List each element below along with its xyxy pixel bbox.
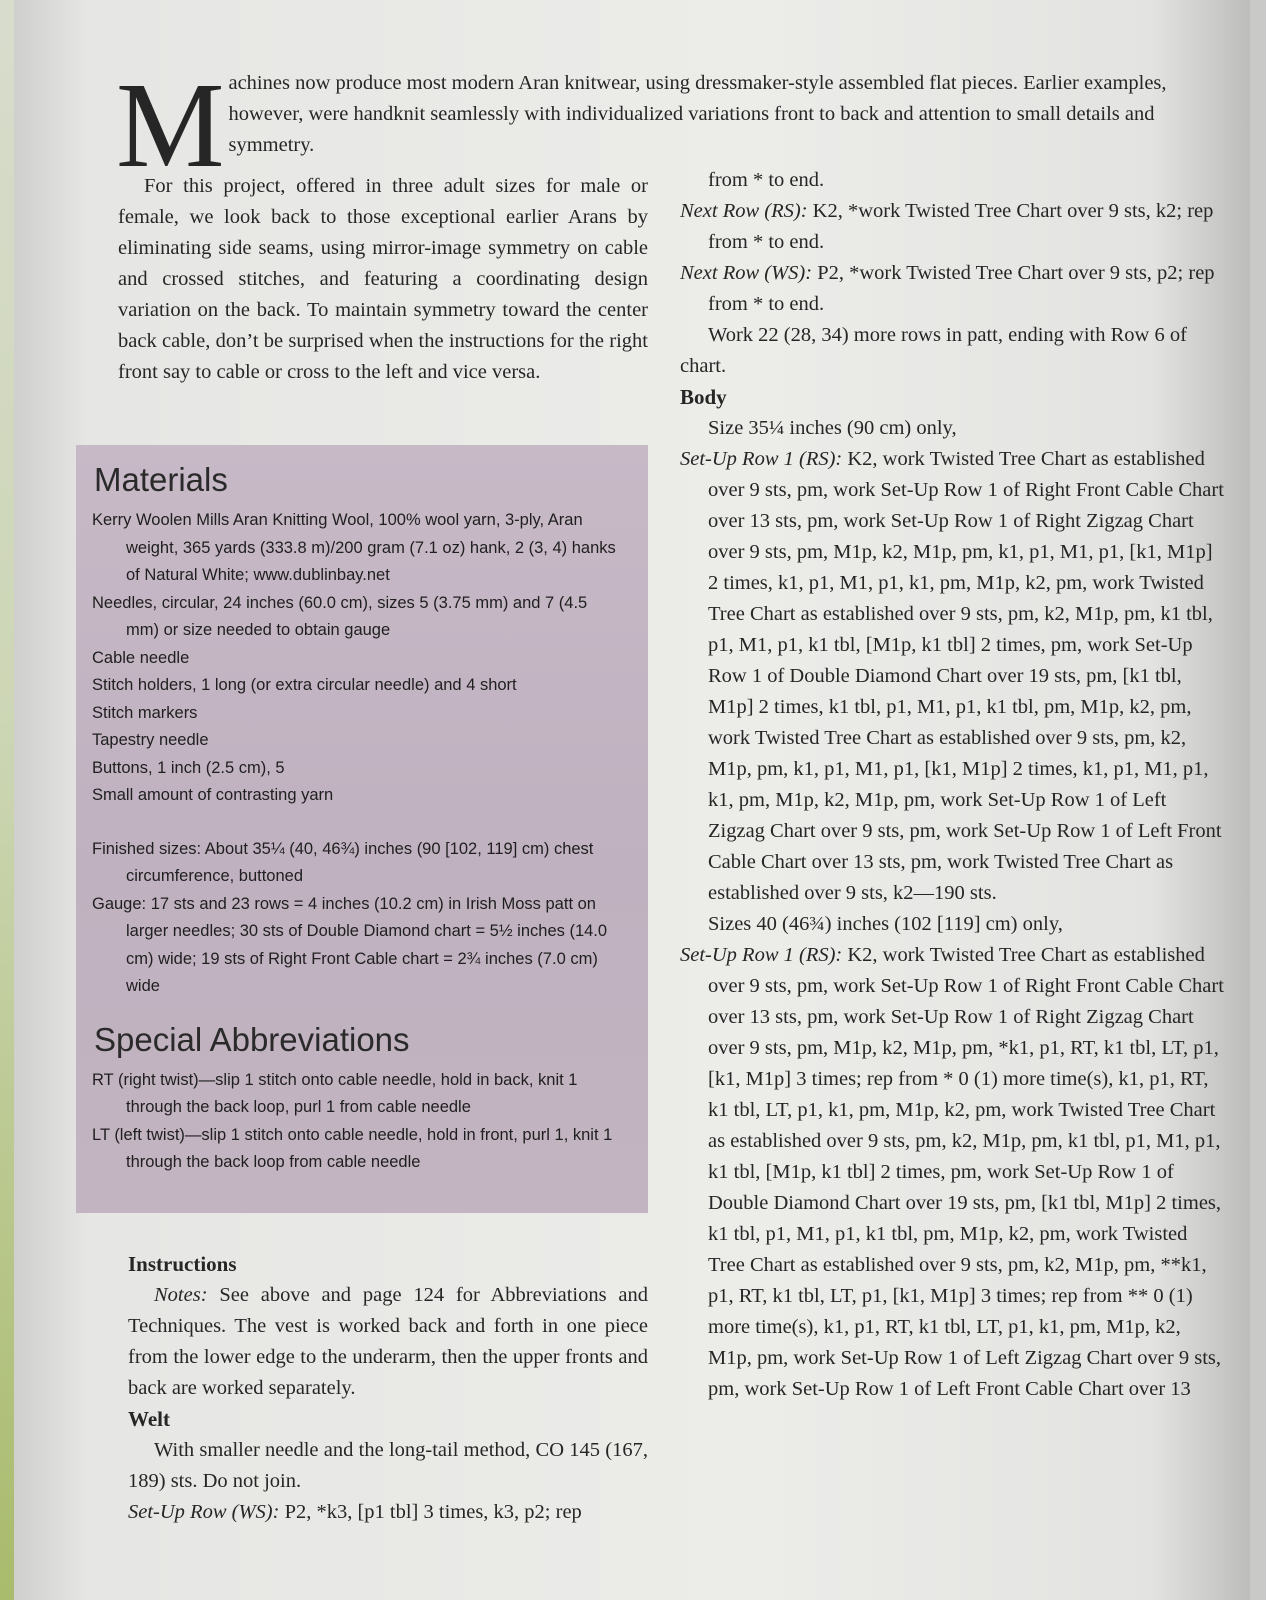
size-note-2: Sizes 40 (46¾) inches (102 [119] cm) only,	[708, 913, 1063, 935]
notes-text: See above and page 124 for Abbreviations and Techniques. The vest is worked back and forth in one piece from the lower edge to the underarm, then the upper fronts and back are worked separately.	[128, 1284, 648, 1399]
next-row-ws-label: Next Row (WS):	[680, 262, 813, 284]
page-spine	[0, 0, 14, 1600]
welt-heading: Welt	[128, 1407, 170, 1431]
work-more-rows: Work 22 (28, 34) more rows in patt, ending with Row 6 of chart.	[680, 324, 1187, 377]
setup-row-1-text: K2, work Twisted Tree Chart as established over 9 sts, pm, work Set-Up Row 1 of Right Front Cable Chart over 13 sts, pm, work Set-Up Row 1 of Right Zigzag Chart over 9 sts, pm, M1p, k2, M1p, pm, k1, p1, M1, p1, [k1, M1p] 2 times, k1, p1, M1, p1, k1, pm, M1p, k2, pm, work Twisted Tree Chart as established over 9 sts, pm, k2, M1p, pm, k1 tbl, p1, M1, p1, k1 tbl, [M1p, k1 tbl] 2 times, pm, work Set-Up Row 1 of Double Diamond Chart over 19 sts, pm, [k1 tbl, M1p] 2 times, k1 tbl, p1, M1, p1, k1 tbl, pm, M1p, k2, pm, work Twisted Tree Chart as established over 9 sts, pm, k2, M1p, pm, k1, p1, M1, p1, [k1, M1p] 2 times, k1, p1, M1, p1, k1, pm, M1p, k2, M1p, pm, work Set-Up Row 1 of Left Zigzag Chart over 9 sts, pm, work Set-Up Row 1 of Left Front Cable Chart over 13 sts, pm, work Twisted Tree Chart as established over 9 sts, k2—190 sts.	[708, 448, 1224, 904]
project-description: For this project, offered in three adult sizes for male or female, we look back to those exceptional earlier Arans by eliminating side seams, using mirror-image symmetry on cable and crossed stitches, and featuring a coordinating design variation on the back. To maintain symmetry toward the center back cable, don’t be surprised when the instructions for the right front say to cable or cross to the left and vice versa.	[118, 175, 648, 383]
setup-row-label: Set-Up Row (WS):	[128, 1501, 280, 1523]
material-item: Small amount of contrasting yarn	[92, 786, 334, 804]
next-row-rs-label: Next Row (RS):	[680, 200, 808, 222]
material-item: Cable needle	[92, 648, 190, 667]
instructions-section	[128, 1249, 648, 1528]
setup-row-1-label-2: Set-Up Row 1 (RS):	[680, 944, 843, 966]
continued-text: from * to end.	[708, 169, 825, 191]
instructions-heading: Instructions	[128, 1252, 237, 1276]
material-item: Stitch holders, 1 long (or extra circular needle) and 4 short	[92, 676, 517, 694]
material-item: Tapestry needle	[92, 731, 209, 749]
next-row-ws-text: P2, *work Twisted Tree Chart over 9 sts, p2; rep from * to end.	[708, 262, 1215, 315]
material-item: Kerry Woolen Mills Aran Knitting Wool, 100% wool yarn, 3-ply, Aran weight, 365 yards (333.8 m)/200 gram (7.1 oz) hank, 2 (3, 4) hanks of Natural White; www.dublinbay.net	[92, 511, 616, 584]
setup-row-1-size1	[680, 444, 1225, 909]
drop-cap: M	[116, 58, 225, 193]
next-row-rs	[680, 196, 1225, 258]
materials-heading: Materials	[94, 461, 228, 498]
abbreviation-item: LT (left twist)—slip 1 stitch onto cable needle, hold in front, purl 1, knit 1 through the back loop from cable needle	[92, 1125, 613, 1171]
setup-row-ws	[128, 1497, 648, 1528]
material-item: Needles, circular, 24 inches (60.0 cm), sizes 5 (3.75 mm) and 7 (4.5 mm) or size needed to obtain gauge	[92, 593, 588, 639]
notes-label: Notes:	[154, 1284, 208, 1306]
setup-row-1-label: Set-Up Row 1 (RS):	[680, 448, 843, 470]
setup-row-text: P2, *k3, [p1 tbl] 3 times, k3, p2; rep	[279, 1501, 582, 1523]
materials-box	[76, 445, 648, 1213]
welt-text: With smaller needle and the long-tail method, CO 145 (167, 189) sts. Do not join.	[128, 1439, 648, 1492]
material-item: Stitch markers	[92, 703, 198, 722]
intro-text: achines now produce most modern Aran knitwear, using dressmaker-style assembled flat pieces. Earlier examples, however, were handknit seamlessly with individualized variations front to back and attention to small details and symmetry.	[228, 72, 1167, 156]
setup-row-1-text-2: K2, work Twisted Tree Chart as established over 9 sts, pm, work Set-Up Row 1 of Right Front Cable Chart over 13 sts, pm, work Set-Up Row 1 of Right Zigzag Chart over 9 sts, pm, M1p, k2, M1p, pm, *k1, p1, RT, k1 tbl, LT, p1, [k1, M1p] 3 times; rep from * 0 (1) more time(s), k1, p1, RT, k1 tbl, LT, p1, k1, pm, M1p, k2, pm, work Twisted Tree Chart as established over 9 sts, pm, k2, M1p, pm, k1 tbl, p1, M1, p1, k1 tbl, [M1p, k1 tbl] 2 times, pm, work Set-Up Row 1 of Double Diamond Chart over 19 sts, pm, [k1 tbl, M1p] 2 times, k1 tbl, p1, M1, p1, k1 tbl, pm, M1p, k2, pm, work Twisted Tree Chart as established over 9 sts, pm, k2, M1p, pm, **k1, p1, RT, k1 tbl, LT, p1, [k1, M1p] 3 times; rep from ** 0 (1) more time(s), k1, p1, RT, k1 tbl, LT, p1, k1, pm, M1p, k2, M1p, pm, work Set-Up Row 1 of Left Zigzag Chart over 9 sts, pm, work Set-Up Row 1 of Left Front Cable Chart over 13	[708, 944, 1224, 1400]
body-heading: Body	[680, 385, 727, 409]
left-column	[118, 171, 648, 388]
instructions-notes	[128, 1280, 648, 1404]
material-item: Buttons, 1 inch (2.5 cm), 5	[92, 758, 285, 777]
gauge: Gauge: 17 sts and 23 rows = 4 inches (10.2 cm) in Irish Moss patt on larger needles; 30 sts of Double Diamond chart = 5½ inches (14.0 cm) wide; 19 sts of Right Front Cable chart = 2¾ inches (7.0 cm) wide	[92, 894, 608, 995]
finished-sizes: Finished sizes: About 35¼ (40, 46¾) inches (90 [102, 119] cm) chest circumference, buttoned	[92, 839, 594, 885]
right-column	[680, 165, 1225, 1405]
next-row-rs-text: K2, *work Twisted Tree Chart over 9 sts, k2; rep from * to end.	[708, 200, 1214, 253]
next-row-ws	[680, 258, 1225, 320]
abbreviations-heading: Special Abbreviations	[94, 1020, 410, 1058]
size-note-1: Size 35¼ inches (90 cm) only,	[708, 417, 957, 439]
setup-row-1-size2	[680, 940, 1225, 1405]
abbreviation-item: RT (right twist)—slip 1 stitch onto cable needle, hold in back, knit 1 through the back loop, purl 1 from cable needle	[92, 1070, 578, 1116]
